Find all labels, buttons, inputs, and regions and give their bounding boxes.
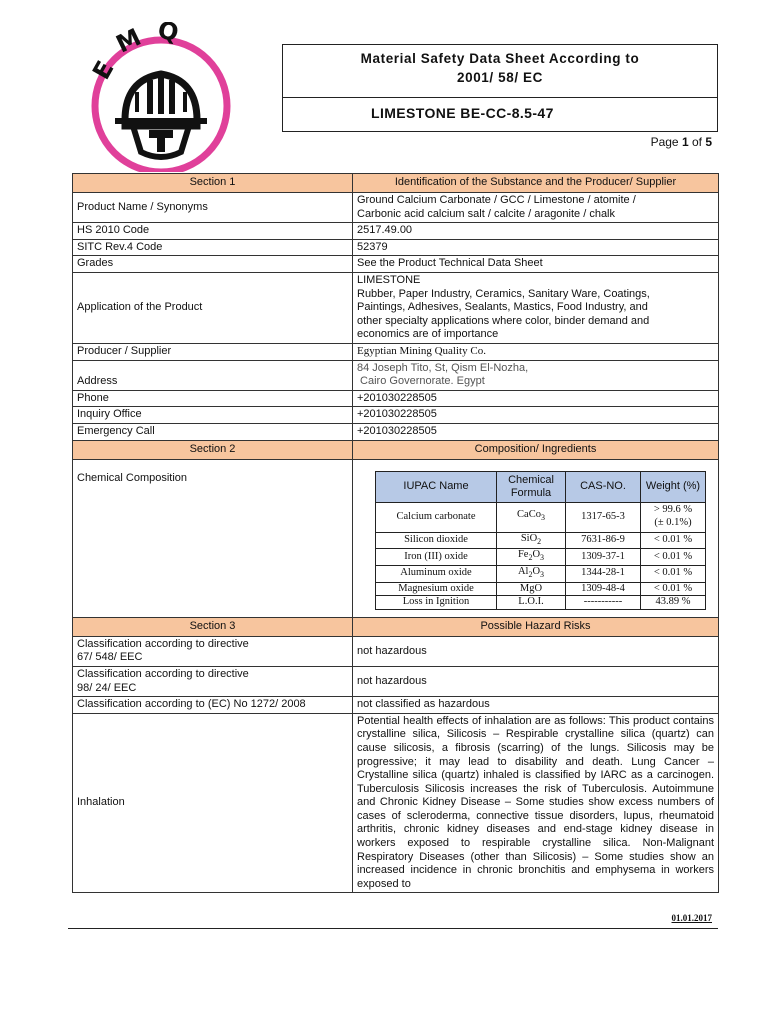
table-row: [376, 502, 706, 532]
row-label-producer: Producer / Supplier: [73, 343, 353, 360]
table-row: [73, 423, 719, 440]
row-label-grades: Grades: [73, 256, 353, 273]
table-row: [73, 666, 719, 696]
cell-name: Magnesium oxide: [376, 582, 497, 596]
section-1-title: Identification of the Substance and the Producer/ Supplier: [353, 174, 719, 193]
cell-cas: 1309-37-1: [566, 549, 641, 566]
cell-formula: $Fe_2O_3$: [497, 549, 566, 566]
row-label-classification-1272: Classification according to (EC) No 1272/ 2008: [73, 697, 353, 714]
table-row: [73, 636, 719, 666]
cell-name: Iron (III) oxide: [376, 549, 497, 566]
value-line: Paintings, Adhesives, Sealants, Mastics, Food Industry, and: [357, 301, 648, 314]
table-row: [73, 193, 719, 223]
document-title: [283, 49, 717, 87]
emq-logo-graphic: [75, 22, 247, 172]
cell-cas: 1317-65-3: [566, 502, 641, 532]
weight-tolerance: (± 0.1%): [654, 517, 692, 528]
row-label-inhalation: Inhalation: [73, 713, 353, 893]
section-2-label: Section 2: [73, 440, 353, 459]
row-value-classification-98-24: not hazardous: [353, 666, 719, 696]
value-line: LIMESTONE: [357, 273, 421, 286]
table-row: [376, 565, 706, 582]
row-value-classification-1272: not classified as hazardous: [353, 697, 719, 714]
page-prefix: Page: [650, 135, 682, 149]
column-header-cas: CAS-NO.: [566, 471, 641, 502]
title-line-1: Material Safety Data Sheet According to: [360, 51, 640, 66]
table-row: [73, 390, 719, 407]
value-line: Ground Calcium Carbonate / GCC / Limestone / atomite /: [357, 194, 636, 206]
row-label-application: Application of the Product: [73, 272, 353, 343]
footer-rule: [68, 928, 718, 929]
cell-weight: [641, 502, 706, 532]
cell-name: Loss in Ignition: [376, 596, 497, 610]
cell-formula: SiO$_2$: [497, 532, 566, 549]
cell-formula: L.O.I.: [497, 596, 566, 610]
row-value-product-name: [353, 193, 719, 223]
section-3-title: Possible Hazard Risks: [353, 617, 719, 636]
footer-date: 01.01.2017: [671, 913, 712, 923]
value-line: Rubber, Paper Industry, Ceramics, Sanitary Ware, Coatings,: [357, 287, 650, 300]
label-line: 98/ 24/ EEC: [77, 681, 137, 694]
cell-cas: -----------: [566, 596, 641, 610]
section-1-label: Section 1: [73, 174, 353, 193]
title-divider: [283, 97, 717, 98]
value-line: Cairo Governorate. Egypt: [357, 375, 485, 388]
row-value-application: [353, 272, 719, 343]
table-row: [376, 582, 706, 596]
table-row: [376, 596, 706, 610]
msds-table: [72, 173, 719, 893]
page-number: [651, 135, 712, 149]
row-value-classification-67-548: not hazardous: [353, 636, 719, 666]
value-line: economics are of importance: [357, 328, 499, 341]
row-value-grades: See the Product Technical Data Sheet: [353, 256, 719, 273]
page-current: 1: [681, 135, 689, 149]
document-title-box: [282, 44, 718, 132]
page-of: of: [688, 135, 706, 149]
table-row: [73, 272, 719, 343]
cell-formula: CaCo$_3$: [497, 502, 566, 532]
row-label-address: Address: [73, 360, 353, 390]
row-value-inquiry-office: +201030228505: [353, 407, 719, 424]
composition-cell: [353, 459, 719, 617]
section-3-label: Section 3: [73, 617, 353, 636]
cell-weight: < 0.01 %: [641, 565, 706, 582]
composition-table: [375, 471, 706, 610]
weight-value: > 99.6 %: [653, 504, 693, 516]
table-row: [73, 697, 719, 714]
row-value-producer: Egyptian Mining Quality Co.: [353, 343, 719, 360]
table-row: [73, 256, 719, 273]
cell-name: Silicon dioxide: [376, 532, 497, 549]
value-line: other specialty applications where color, binder demand and: [357, 314, 650, 327]
title-line-2: 2001/ 58/ EC: [456, 70, 543, 85]
section-2-title: Composition/ Ingredients: [353, 440, 719, 459]
table-row: [73, 713, 719, 893]
cell-weight: 43.89 %: [641, 596, 706, 610]
page-total: 5: [705, 135, 712, 149]
value-line: 84 Joseph Tito, St, Qism El-Nozha,: [357, 361, 529, 374]
row-label-chemical-composition: Chemical Composition: [73, 459, 353, 617]
row-label-emergency-call: Emergency Call: [73, 423, 353, 440]
row-value-inhalation: Potential health effects of inhalation are as follows: This product contains crystalline silica, Silicosis – Respirable crystalline silica (quartz) can cause silicosis, a fibrosis (scarring) of the lungs. Silicosis may be progressive; it may lead to disability and death. Lung Cancer – Crystalline silica (quartz) inhaled is classified by IARC as a carcinogen. Tuberculosis Silicosis increases the risk of Tuberculosis. Autoimmune and Chronic Kidney Disease – Some studies show excess numbers of cases of scleroderma, connective tissue disorders, lupus, rheumatoid arthritis, chronic kidney diseases and end-stage kidney disease in workers exposed to respirable crystalline silica. Non-Malignant Respiratory Diseases (other than Silicosis) – Some studies show an increased incidence in chronic bronchitis and emphysema in workers exposed to: [353, 713, 719, 893]
cell-weight: < 0.01 %: [641, 582, 706, 596]
value-line: Carbonic acid calcium salt / calcite / aragonite / chalk: [357, 207, 616, 220]
row-label-product-name: Product Name / Synonyms: [73, 193, 353, 223]
label-line: Classification according to directive: [77, 667, 249, 680]
section-2-header: [73, 440, 719, 459]
row-value-phone: +201030228505: [353, 390, 719, 407]
section-3-header: [73, 617, 719, 636]
row-label-sitc-code: SITC Rev.4 Code: [73, 239, 353, 256]
row-label-classification-67-548: [73, 636, 353, 666]
section-1-header: [73, 174, 719, 193]
cell-weight: < 0.01 %: [641, 549, 706, 566]
row-label-classification-98-24: [73, 666, 353, 696]
cell-cas: 7631-86-9: [566, 532, 641, 549]
table-row: [376, 549, 706, 566]
row-value-emergency-call: +201030228505: [353, 423, 719, 440]
column-header-weight: Weight (%): [641, 471, 706, 502]
product-code: LIMESTONE BE-CC-8.5-47: [371, 105, 554, 121]
table-row: [73, 360, 719, 390]
table-row: [73, 407, 719, 424]
row-value-address: [353, 360, 719, 390]
cell-weight: < 0.01 %: [641, 532, 706, 549]
cell-cas: 1344-28-1: [566, 565, 641, 582]
cell-formula: MgO: [497, 582, 566, 596]
label-line: Classification according to directive: [77, 637, 249, 650]
company-logo: [75, 22, 247, 172]
row-value-hs-code: 2517.49.00: [353, 223, 719, 240]
cell-name: Calcium carbonate: [376, 502, 497, 532]
logo-lettering: EMQ: [87, 22, 195, 85]
table-row: [73, 459, 719, 617]
column-header-formula: Chemical Formula: [497, 471, 566, 502]
row-label-phone: Phone: [73, 390, 353, 407]
row-label-inquiry-office: Inquiry Office: [73, 407, 353, 424]
cell-name: Aluminum oxide: [376, 565, 497, 582]
cell-formula: $Al_2O_3$: [497, 565, 566, 582]
composition-rows: [376, 502, 706, 609]
table-row: [73, 239, 719, 256]
label-line: 67/ 548/ EEC: [77, 651, 143, 664]
row-label-hs-code: HS 2010 Code: [73, 223, 353, 240]
table-row: [73, 223, 719, 240]
table-row: [376, 532, 706, 549]
row-value-sitc-code: 52379: [353, 239, 719, 256]
table-row: [73, 343, 719, 360]
cell-cas: 1309-48-4: [566, 582, 641, 596]
column-header-iupac: IUPAC Name: [376, 471, 497, 502]
